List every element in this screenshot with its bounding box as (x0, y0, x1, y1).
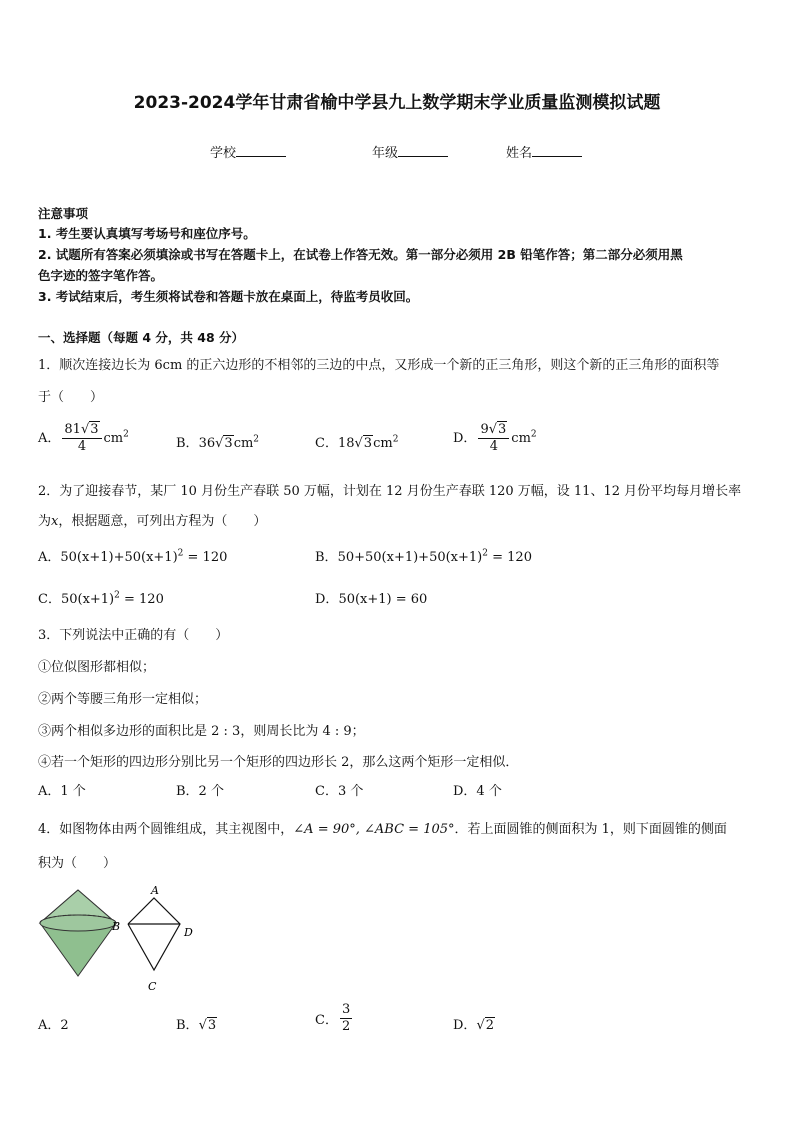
q3-statement-1: ①位似图形都相似； (38, 660, 156, 675)
q3-option-d[interactable]: D．4 个 (453, 784, 502, 799)
q4-option-c[interactable]: C． $\frac{3}{2}$ (315, 1002, 351, 1034)
section-heading: 一、选择题（每题 4 分，共 48 分） (38, 330, 245, 345)
label-d: D (184, 926, 193, 939)
q2-option-d[interactable]: D．50(x+1) = 60 (315, 592, 428, 607)
q3-option-c[interactable]: C．3 个 (315, 784, 364, 799)
q1-a-fraction: $\frac{81√3}{4}$ (62, 422, 101, 455)
q1-option-a[interactable]: A． $\frac{81√3}{4}$ $cm^2$ (38, 422, 129, 454)
q4-option-b[interactable]: B．√3 (176, 1018, 217, 1033)
q1-option-c[interactable]: C．$18√3cm^2$ (315, 434, 399, 451)
q2-option-c[interactable]: C．$50(x+1)^2 = 120$ (38, 590, 164, 607)
q2-option-a[interactable]: A．$50(x+1)+50(x+1)^2 = 120$ (38, 548, 228, 565)
name-blank[interactable] (532, 144, 582, 157)
name-label: 姓名 (506, 146, 533, 161)
grade-field[interactable] (372, 142, 448, 161)
q3-statement-2: ②两个等腰三角形一定相似； (38, 692, 208, 707)
q2-line2: 为x，根据题意，可列出方程为（ ） (38, 514, 267, 529)
q3-statement-3: ③两个相似多边形的面积比是 2 : 3，则周长比为 4 : 9； (38, 724, 365, 739)
note-2b: 色字迹的签字笔作答。 (38, 268, 164, 283)
q4-figure (34, 884, 224, 996)
q1-d-fraction: $\frac{9√3}{4}$ (478, 422, 509, 455)
q1-line1: 1．顺次连接边长为 6cm 的正六边形的不相邻的三边的中点，又形成一个新的正三角形，则这个新的正三角形的面积等 (38, 358, 720, 373)
q3-line1: 3．下列说法中正确的有（ ） (38, 628, 229, 643)
q4-line1: 4．如图物体由两个圆锥组成，其主视图中，∠A = 90°, ∠ABC = 105°．若上面圆锥的侧面积为 1，则下面圆锥的侧面 (38, 822, 727, 837)
notes-heading: 注意事项 (38, 206, 89, 221)
grade-blank[interactable] (398, 144, 448, 157)
label-c: C (148, 980, 157, 993)
double-cone-3d (40, 890, 116, 976)
note-2a: 2. 试题所有答案必须填涂或书写在答题卡上，在试卷上作答无效。第一部分必须用 2B 铅笔作答；第二部分必须用黑 (38, 247, 683, 262)
q2-line1: 2．为了迎接春节，某厂 10 月份生产春联 50 万幅，计划在 12 月份生产春联 120 万幅，设 11、12 月份平均每月增长率 (38, 484, 742, 499)
note-1: 1. 考生要认真填写考场号和座位序号。 (38, 226, 256, 241)
q4-line2: 积为（ ） (38, 856, 117, 871)
q4-option-d[interactable]: D．√2 (453, 1018, 495, 1033)
name-field[interactable] (506, 142, 582, 161)
q1-line2: 于（ ） (38, 390, 104, 405)
q3-option-b[interactable]: B．2 个 (176, 784, 224, 799)
grade-label: 年级 (372, 146, 399, 161)
label-a: A (151, 884, 159, 897)
q1-option-b[interactable]: B．$36√3cm^2$ (176, 434, 260, 451)
q4-c-fraction: $\frac{3}{2}$ (341, 1002, 351, 1034)
school-blank[interactable] (236, 144, 286, 157)
school-field[interactable] (210, 142, 286, 161)
q3-statement-4: ④若一个矩形的四边形分别比另一个矩形的四边形长 2，那么这两个矩形一定相似． (38, 755, 519, 770)
q4-option-a[interactable]: A．2 (38, 1018, 69, 1033)
page-title: 2023-2024学年甘肃省榆中学县九上数学期末学业质量监测模拟试题 (133, 93, 661, 113)
q1-option-d[interactable]: D． $\frac{9√3}{4}$ $cm^2$ (453, 422, 537, 454)
label-b: B (112, 920, 121, 933)
front-view-diagram (128, 898, 180, 970)
note-3: 3. 考试结束后，考生须将试卷和答题卡放在桌面上，待监考员收回。 (38, 289, 419, 304)
school-label: 学校 (210, 146, 237, 161)
q2-option-b[interactable]: B．$50+50(x+1)+50(x+1)^2 = 120$ (315, 548, 532, 565)
q3-option-a[interactable]: A．1 个 (38, 784, 86, 799)
